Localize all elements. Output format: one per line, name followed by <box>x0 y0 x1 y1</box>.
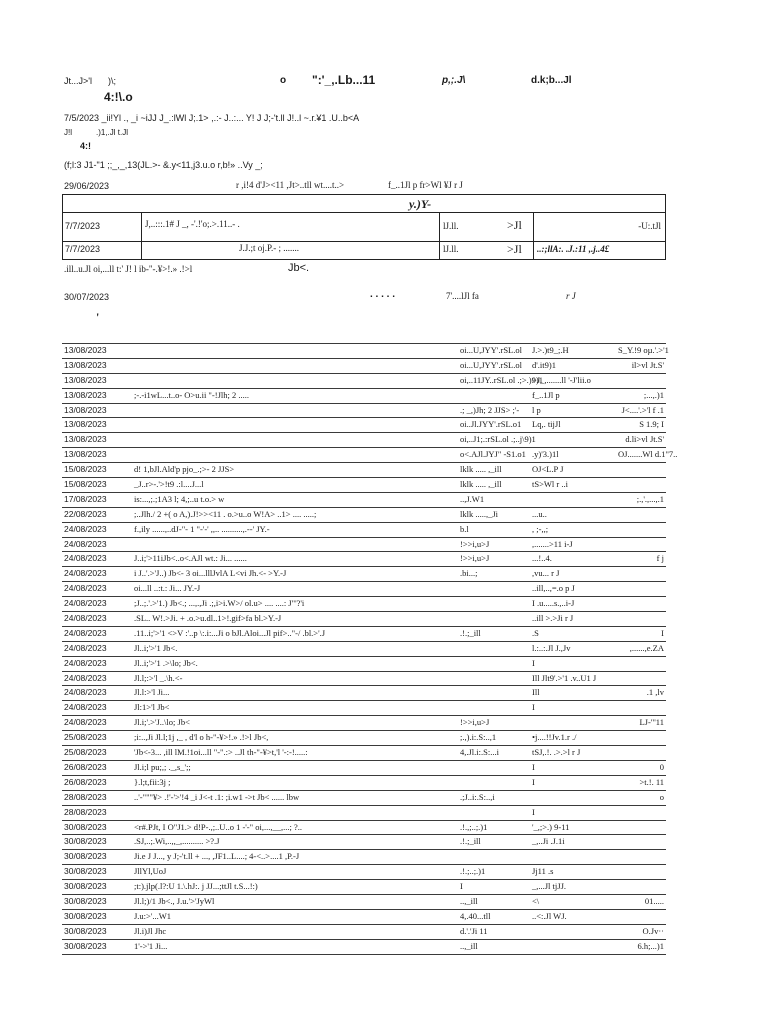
header-title: ":'_,.Lb...11 <box>312 73 376 87</box>
row-date: 26/08/2023 <box>64 776 107 787</box>
row-description: 1'->'1 Ji... <box>134 940 168 951</box>
row-description: JllYl,UoJ <box>134 866 167 877</box>
box-row-1-ref: lJ.ll. <box>443 221 459 231</box>
row-reference: oi,..J1;.:rSL.ol .;..j\9)1 <box>460 434 536 445</box>
table-row <box>62 820 666 835</box>
row-description: Jl.l;)/1 Jb<., J.u.'>'JyWl <box>134 895 215 906</box>
row-balance: O.Jv·· <box>642 925 664 936</box>
row-date: 30/08/2023 <box>64 866 107 877</box>
table-row <box>62 790 666 805</box>
row-description: ;t:).jlp(.l?:U 1.\.hJ:. j JJ...;ttJl t.S...!:) <box>134 881 258 892</box>
row-description: J.u:>'...W1 <box>134 910 172 921</box>
row-amount: ...u.. <box>532 508 547 519</box>
box-row-2-desc: J.J.;t oj.P.- ; ....... <box>239 243 300 253</box>
after-box-line-right: Jb<. <box>288 262 310 274</box>
row-date: 13/08/2023 <box>64 374 107 385</box>
row-reference: oi...U,JYY'.rSL.ol <box>460 359 522 370</box>
row-date: 13/08/2023 <box>64 389 107 400</box>
row-date: 17/08/2023 <box>64 493 107 504</box>
row-date: 30/08/2023 <box>64 851 107 862</box>
row-reference: .; _,)Jh; 2 JJS> ;'- <box>460 404 520 415</box>
row-date: 28/08/2023 <box>64 806 107 817</box>
row-amount: .y)'3.)1l <box>532 449 559 460</box>
row-reference: ..,_ill <box>460 940 478 951</box>
row-amount: '_,;>.) 9-11 <box>532 821 570 832</box>
table-row <box>62 775 666 790</box>
header-line-6: (f;l:3 J1-"1 ;;_,_,13(JL.>- &.y<11,j3.u.o r,b!» ..Vy _; <box>64 160 263 170</box>
row-date: 24/08/2023 <box>64 568 107 579</box>
table-row <box>62 507 666 522</box>
row-date: 25/08/2023 <box>64 747 107 758</box>
row-amount: I <box>532 806 535 817</box>
row-date: 24/08/2023 <box>64 687 107 698</box>
row-amount: ...!..4. <box>532 553 552 564</box>
table-row <box>62 700 666 715</box>
row-description: Jl.i;'.>'J..\lo; Jb< <box>134 717 190 728</box>
row-reference: .!.,;..;.)1 <box>460 821 488 832</box>
row-balance: d.li>vl Jt.S' <box>625 434 664 445</box>
row-date: 24/08/2023 <box>64 657 107 668</box>
row-amount: , ;-,,; <box>532 523 549 534</box>
header-o: o <box>280 75 287 86</box>
after-box-mid: 7'....lJl fa <box>446 291 479 301</box>
row-amount: ,vu... r J <box>532 568 560 579</box>
row-reference: I <box>460 881 463 892</box>
row-date: 13/08/2023 <box>64 434 107 445</box>
table-row <box>62 358 666 373</box>
table-row <box>62 939 666 955</box>
row-date: 15/08/2023 <box>64 479 107 490</box>
row-description: is:...,;.;1A3 l; 4,;..u t.o.> w <box>134 493 225 504</box>
row-reference: lklk ..... ,_ill <box>460 479 502 490</box>
row-reference: oi...U,JYY'.rSL.ol <box>460 345 522 355</box>
date-line-mid: r ,i!4 d'J><11 ,Jt>..tll wt....t..> <box>236 180 345 190</box>
row-amount: d'.it9)1 <box>532 359 556 370</box>
row-amount: .S <box>532 627 539 638</box>
table-row <box>62 388 666 403</box>
row-date: 30/08/2023 <box>64 821 107 832</box>
table-row <box>62 715 666 730</box>
row-reference: !>>i,u>J <box>460 538 490 549</box>
transaction-ledger <box>62 343 678 955</box>
table-row <box>62 909 666 924</box>
row-description: Jl..i;'>'1 Jb<. <box>134 642 178 653</box>
row-date: 30/08/2023 <box>64 895 107 906</box>
table-row <box>62 566 666 581</box>
row-date: 30/08/2023 <box>64 836 107 847</box>
row-description: _J..r>-.'>!t9 .:l....J...l <box>134 479 204 490</box>
table-row <box>62 447 678 462</box>
row-reference: ..,J.W1 <box>460 493 485 504</box>
row-balance: ,......,e.ZA <box>629 642 664 653</box>
box-row-1-note: -U:.tJl <box>638 221 661 231</box>
row-date: 24/08/2023 <box>64 702 107 713</box>
after-box-tick: ' <box>96 310 100 324</box>
row-reference: .;J..i:.S:..,i <box>460 791 495 802</box>
table-row <box>62 834 666 849</box>
row-balance: ;...,.)1 <box>643 389 664 400</box>
row-amount: ..ill >.>Ji r J <box>532 613 574 624</box>
row-date: 26/08/2023 <box>64 761 107 772</box>
row-reference: ;.,).i:.S:..,1 <box>460 732 497 743</box>
row-date: 24/08/2023 <box>64 627 107 638</box>
box-row-1-desc: J,..:::.1# J _, -'.!'o;.>.11..- . <box>145 219 240 229</box>
table-row <box>62 551 666 566</box>
row-description: i J..'.>'J..) Jb<- 3 oi...lllJvlA L<vi Jh.<- >Y.-J <box>134 568 287 579</box>
table-row <box>62 924 666 939</box>
row-reference: oi..Jl.JYY'.rSL.o1 <box>460 419 522 430</box>
row-date: 25/08/2023 <box>64 732 107 743</box>
row-reference: .!.;_ill <box>460 627 481 638</box>
row-amount: _,..Ji .J.1i <box>532 836 565 847</box>
row-date: 24/08/2023 <box>64 553 107 564</box>
table-row <box>62 805 666 820</box>
row-amount: ..ill,..,=.o p J <box>532 583 575 594</box>
header-line-4a: J!l <box>64 128 72 137</box>
box-row-2-mark: >Jl <box>507 242 522 256</box>
row-description: .11..i;'>'1 <>V :'..p \:.i:...Ji o bJl.Aloi...Jl pif>.."-/ .bl.>'.J <box>134 627 326 638</box>
row-amount: J.>.)t9_;.H <box>532 345 569 355</box>
row-date: 30/08/2023 <box>64 881 107 892</box>
row-amount: I <box>532 761 535 772</box>
header-line-5: 4:! <box>80 141 91 151</box>
row-balance: o <box>659 791 664 802</box>
row-description: ;..Jlh./ 2 +( o A,).J!>><11 . o.>u..o W!A> ..1> .... .....; <box>134 508 317 519</box>
row-amount: I <box>532 702 535 713</box>
table-row <box>62 403 666 418</box>
row-date: 24/08/2023 <box>64 523 107 534</box>
row-description: Jl.l:>'l Ji... <box>134 687 170 698</box>
row-balance: 01..... <box>644 895 664 906</box>
row-reference: .!.;_ill <box>460 836 481 847</box>
table-row <box>62 611 666 626</box>
box-row-1-mark: >Jl <box>507 218 522 232</box>
table-row <box>62 849 666 864</box>
box-row-2-note: ..:;llA:. .J.:11 ,.j..4£ <box>537 244 610 254</box>
row-reference: .!.;..;.)1 <box>460 866 486 877</box>
row-reference: lklk ..... ,_ill <box>460 464 502 475</box>
row-description: Jl.l;:>'l _.\h.<- <box>134 672 183 683</box>
row-balance: S_Y.!9 oµ.'.>'1 <box>618 345 669 355</box>
row-description: f.,ily ......,..dJ-"- 1 "-'-' ,,.. ..........,.--' JY.- <box>134 523 270 534</box>
row-balance: OJ.......Wl d.1"7.. <box>618 449 678 460</box>
row-balance: S 1.9; I <box>639 419 664 430</box>
row-reference: !>>i,u>J <box>460 553 490 564</box>
row-date: 13/08/2023 <box>64 404 107 415</box>
box-row-2-date: 7/7/2023 <box>65 244 101 254</box>
summary-box <box>62 194 666 260</box>
header-left-mark: )\; <box>108 76 116 86</box>
row-description: ;J..;.'.>'1.) Jb<.; ...,.,Ji .;,i>i.W>/ ol.u> .... ....: J"'?'i <box>134 598 305 609</box>
row-reference: !>>i,u>J <box>460 717 490 728</box>
row-balance: il>vl Jt.S' <box>631 359 664 370</box>
header-line-3: 7/5/2023 _ii!Yl ., _i ~iJJ J_.:lWl J;.1> ,.:- J..:... Y! J J;-'t.ll J!..l ~.r.¥1 .U..b<A <box>64 113 360 123</box>
row-date: 24/08/2023 <box>64 613 107 624</box>
table-row <box>62 760 666 775</box>
table-row <box>62 522 666 537</box>
row-date: 13/08/2023 <box>64 359 107 370</box>
row-amount: ,.......>11 i-J <box>532 538 573 549</box>
row-description: Ji.e J J..., y J;-'t.ll + ..., ,JF1..L....; 4-<..>....1 ,P.-J <box>134 851 300 862</box>
row-description: .SJ,..;.Wi,..,,_,.......... >?.J <box>134 836 220 847</box>
after-box-line: .ill..u.Jl oi,...ll t:' J! l ib-"-.¥>!.» .!>l <box>64 264 193 274</box>
table-row <box>62 596 666 611</box>
header-left-text: Jt...J>'l <box>64 76 92 86</box>
row-reference: o<.AJl.JYJ" -S1.o1 <box>460 449 526 460</box>
row-description: <r#.PJt, I O"J1.> d!P-.,;..U..o 1 -'-" oi,...,__,...; ?.. <box>134 821 302 832</box>
summary-box-title: y.)Y- <box>409 197 432 211</box>
row-reference: b.l <box>460 523 469 534</box>
box-row-1-date: 7/7/2023 <box>65 221 101 231</box>
table-row <box>62 581 666 596</box>
row-amount: _,...Jl tjJJ. <box>532 881 567 892</box>
table-row <box>62 373 666 388</box>
row-amount: OJ<L.P J <box>532 464 564 475</box>
row-balance: J<....'.>'l f .1 <box>621 404 664 415</box>
table-row <box>62 671 666 686</box>
table-row <box>62 417 666 432</box>
header-line-4b: .)1,.Jl t.Jl <box>96 128 129 137</box>
row-date: 24/08/2023 <box>64 598 107 609</box>
row-description: Jl.i;l pu;,; ._,s_';; <box>134 761 191 772</box>
row-balance: ;.,'.,...,.1 <box>636 493 664 504</box>
row-amount: f_..1Jl p <box>532 389 560 400</box>
row-balance: f j <box>656 553 664 564</box>
row-reference: 4,.Jl.i:.S:...i <box>460 747 499 758</box>
row-date: 30/08/2023 <box>64 940 107 951</box>
table-row <box>62 730 666 745</box>
row-reference: oi,..11JY..rSL.ol .;>.)9)1 <box>460 374 543 385</box>
row-description: ..'-"""¥> .!'-'>'!4 _i J<-t .1: ;i.w1 ->t Jb< ...... lbw <box>134 791 300 802</box>
row-date: 24/08/2023 <box>64 717 107 728</box>
row-reference: 4,.40...tll <box>460 910 491 921</box>
row-description: 'Jb<-3... ,ill lM.!1oi...ll "-".:> ..Jl th-"-¥>t,'l '-:-!.....: <box>134 747 308 758</box>
row-description: Jl.i)Jl Jhc <box>134 925 167 936</box>
table-row <box>62 685 666 700</box>
row-description: d! 1,bJl.Ald'p pjo_.;>- 2 JJS> <box>134 464 235 475</box>
row-date: 30/08/2023 <box>64 925 107 936</box>
row-description: J..i;'>11iJb<..o<.AJl wt.: Ji... ...... <box>134 553 247 564</box>
table-row <box>62 864 666 879</box>
row-description: Jl:1>'l Jb< <box>134 702 170 713</box>
row-balance: LJ-"'11 <box>639 717 664 728</box>
box-row-2-ref: lJ.ll. <box>443 244 459 254</box>
row-amount: Ill Jlt9'.>'1 .v..U1 J <box>532 672 597 683</box>
row-reference: ..,_ill <box>460 895 478 906</box>
row-date: 13/08/2023 <box>64 419 107 430</box>
row-amount: Ill <box>532 687 540 698</box>
table-row <box>62 879 666 894</box>
row-date: 13/08/2023 <box>64 345 107 355</box>
row-date: 22/08/2023 <box>64 508 107 519</box>
after-box-dots: . . . . . <box>370 289 396 300</box>
row-balance: 0 <box>659 761 664 772</box>
row-reference: .bi...; <box>460 568 478 579</box>
row-amount: •j....!!Jv.1.r ./ <box>532 732 577 743</box>
header-right-2: d.k;b...Jl <box>531 75 572 86</box>
row-amount: tS>Wl r ..i <box>532 479 568 490</box>
table-row <box>62 626 666 641</box>
row-reference: d.'.'Ji 11 <box>460 925 488 936</box>
row-date: 24/08/2023 <box>64 642 107 653</box>
row-date: 24/08/2023 <box>64 538 107 549</box>
row-date: 24/08/2023 <box>64 672 107 683</box>
header-subtitle: 4:!\.o <box>104 90 133 104</box>
row-description: oi...ll ..:t.: Ji... JY.-J <box>134 583 201 594</box>
row-amount: l p <box>532 404 541 415</box>
row-balance: 6.h;...)1 <box>637 940 664 951</box>
row-amount: I <box>532 776 535 787</box>
table-row <box>62 641 666 656</box>
row-description: ;-.-i1wL...t..o- O>u.ii "-!Jlh; 2 ..... <box>134 389 249 400</box>
row-amount: Lq,. tijJl <box>532 419 561 430</box>
date-line: 29/06/2023 <box>64 181 110 191</box>
header-right-1: p,;.J\ <box>442 75 466 86</box>
table-row <box>62 432 666 447</box>
row-amount: I <box>532 657 535 668</box>
row-reference: lklk .....,_Ji <box>460 508 499 519</box>
row-date: 15/08/2023 <box>64 464 107 475</box>
row-date: 24/08/2023 <box>64 583 107 594</box>
row-balance: I <box>661 627 664 638</box>
row-amount: ..<:.Jl WJ. <box>532 910 567 921</box>
row-date: 28/08/2023 <box>64 791 107 802</box>
row-amount: l.:..:.Jl J.,Jv <box>532 642 571 653</box>
table-row <box>62 537 666 552</box>
table-row <box>62 656 666 671</box>
table-row <box>62 477 666 492</box>
table-row <box>62 745 666 760</box>
row-date: 30/08/2023 <box>64 910 107 921</box>
row-description: ;i:..,Ji Jl.l;1j ,_ , d'l o h-"-¥>!.» .!>l Jb<, <box>134 732 269 743</box>
table-row <box>62 894 666 909</box>
table-row <box>62 343 669 358</box>
row-balance: >t.!. 11 <box>639 776 664 787</box>
row-amount: >J_,.......ll '-J'lii.o <box>532 374 591 385</box>
table-row <box>62 492 666 507</box>
row-date: 13/08/2023 <box>64 449 107 460</box>
row-amount: Jj11 .s <box>532 866 554 877</box>
row-amount: tSJ,.!. .>.>l r J <box>532 747 581 758</box>
row-balance: .1 ,lv <box>646 687 664 698</box>
row-amount: I .u.....s.,..i-J <box>532 598 575 609</box>
table-row <box>62 462 666 477</box>
after-box-date: 30/07/2023 <box>64 292 110 302</box>
date-line-right: f_..1Jl p fr>Wl ¥J r J <box>388 180 463 190</box>
after-box-right: r J <box>566 291 576 301</box>
row-description: }.l;t,fii:3j ; <box>134 776 171 787</box>
row-amount: <\ <box>532 895 540 906</box>
row-description: .SL.. W!.>Ji. + .o.>u.dl..1>!.gif>fa bl.>Y.-J <box>134 613 282 624</box>
row-description: Jl..i;'>'1 .>\lo; Jb<. <box>134 657 198 668</box>
